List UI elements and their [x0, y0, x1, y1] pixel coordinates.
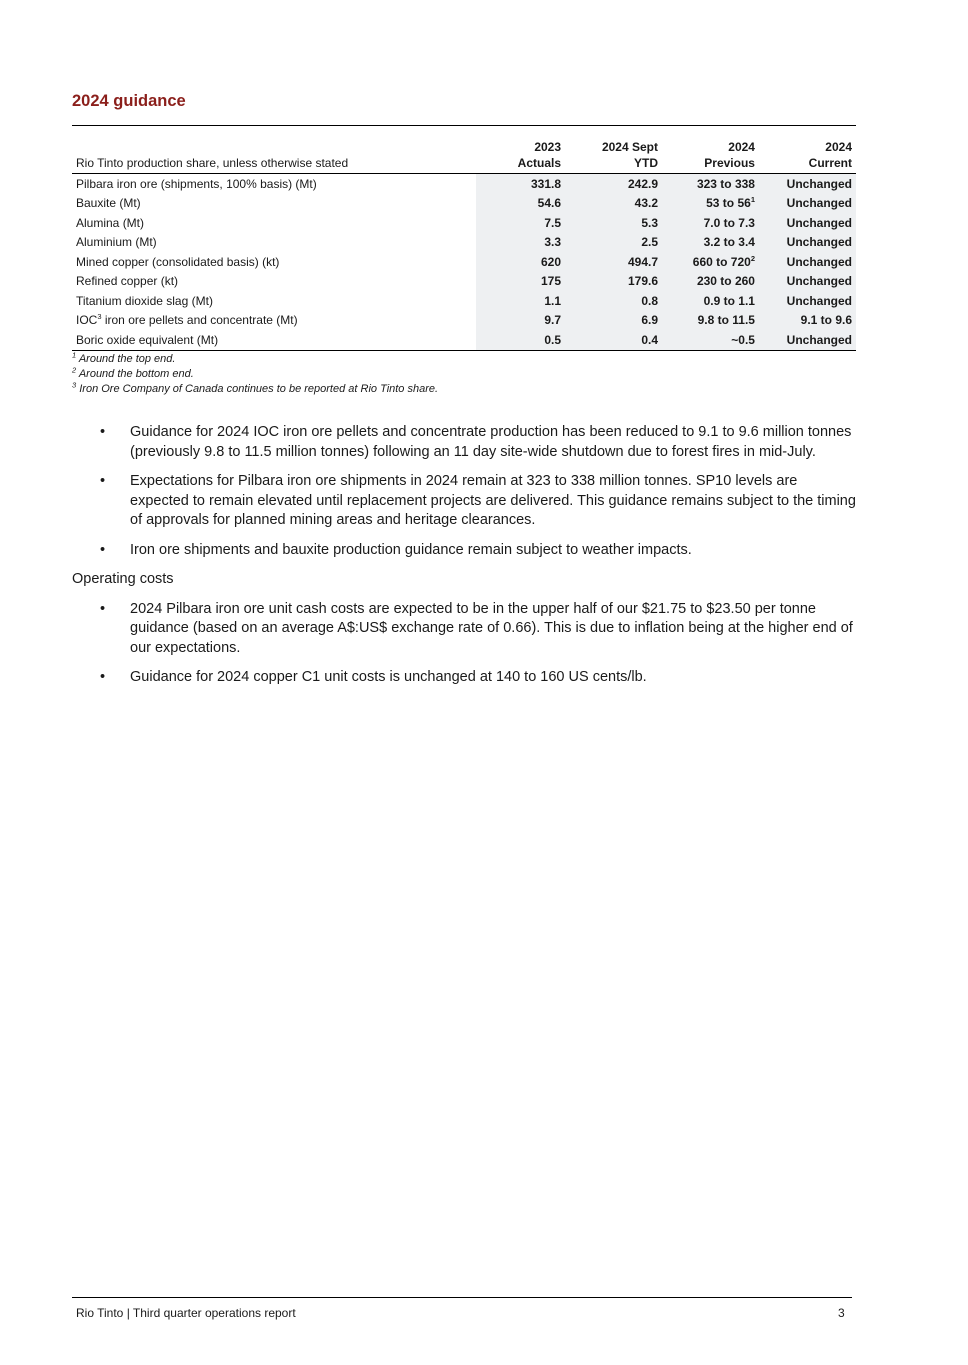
- cell-ytd: 0.8: [565, 291, 662, 311]
- cell-ytd: 179.6: [565, 272, 662, 292]
- cell-current: Unchanged: [759, 272, 856, 292]
- bullet-marker: •: [100, 424, 106, 440]
- table-row: [72, 272, 856, 292]
- footer-divider: [72, 1297, 852, 1298]
- guidance-table: [72, 125, 856, 351]
- footnote-ref: 1: [750, 195, 755, 205]
- cell-ytd: 6.9: [565, 311, 662, 331]
- header-2024-sept-ytd: 2024 Sept YTD: [565, 126, 662, 174]
- cell-actuals: 54.6: [476, 194, 565, 214]
- cell-current: Unchanged: [759, 213, 856, 233]
- row-label: Aluminium (Mt): [76, 235, 157, 250]
- bullet-marker: •: [100, 669, 106, 685]
- row-label: Titanium dioxide slag (Mt): [76, 293, 213, 308]
- bullet-item: • 2024 Pilbara iron ore unit cash costs are expected to be in the upper half of our $21.75 to $23.50 per tonne guidance (based on an average A$:US$ exchange rate of 0.66). This is due to inflation being at the higher end of our expectations.: [100, 600, 853, 656]
- cell-current: Unchanged: [759, 233, 856, 253]
- bullet-item: • Expectations for Pilbara iron ore shipments in 2024 remain at 323 to 338 million tonnes. SP10 levels are expected to remain elevated until replacement projects are delivered. This guidance remains subject to the timing of approvals for planned mining areas and heritage clearances.: [100, 473, 856, 528]
- cell-actuals: 331.8: [476, 174, 565, 194]
- cell-previous: 0.9 to 1.1: [662, 291, 759, 311]
- row-label: Pilbara iron ore (shipments, 100% basis) (Mt): [76, 176, 317, 191]
- cell-ytd: 43.2: [565, 194, 662, 214]
- cell-previous: 323 to 338: [662, 174, 759, 194]
- row-label: Alumina (Mt): [76, 215, 145, 230]
- row-label: IOC$^3$ iron ore pellets and concentrate (Mt): [76, 312, 298, 328]
- header-label: Rio Tinto production share, unless otherwise stated: [72, 126, 476, 174]
- bullet-marker: •: [100, 473, 106, 489]
- cell-actuals: 9.7: [476, 311, 565, 331]
- bullet-item: • Iron ore shipments and bauxite production guidance remain subject to weather impacts.: [72, 541, 858, 561]
- cell-actuals: 7.5: [476, 213, 565, 233]
- table-row: [72, 174, 856, 194]
- footnote-ref: 3: [97, 312, 102, 322]
- row-label: Boric oxide equivalent (Mt): [72, 330, 476, 350]
- table-row: [72, 291, 856, 311]
- cell-actuals: 1.1: [476, 291, 565, 311]
- bullet-item: • Guidance for 2024 copper C1 unit costs is unchanged at 140 to 160 US cents/lb.: [72, 668, 858, 688]
- cell-previous: 230 to 260: [662, 272, 759, 292]
- cell-previous: 53 to $56^1$: [662, 194, 759, 214]
- footnotes: [72, 352, 438, 397]
- footnote: $^3$ Iron Ore Company of Canada continues to be reported at Rio Tinto share.: [72, 380, 439, 395]
- cell-actuals: 0.5: [476, 330, 565, 350]
- footer-text: Rio Tinto | Third quarter operations report: [76, 1306, 296, 1320]
- cell-ytd: 0.4: [565, 330, 662, 350]
- footnote-ref: 2: [750, 253, 755, 263]
- cell-current: Unchanged: [759, 291, 856, 311]
- bullet-marker: •: [100, 541, 106, 558]
- row-label: Refined copper (kt): [76, 274, 179, 289]
- table-row: [72, 311, 856, 331]
- cell-ytd: 5.3: [565, 213, 662, 233]
- cell-previous: 7.0 to 7.3: [662, 213, 759, 233]
- row-label: Bauxite (Mt): [76, 196, 141, 211]
- row-label: Mined copper (consolidated basis) (kt): [76, 254, 280, 269]
- subheading-operating-costs: Operating costs: [72, 571, 174, 587]
- table-header-row: [72, 126, 856, 174]
- cell-previous: 3.2 to 3.4: [662, 233, 759, 253]
- cell-current: Unchanged: [759, 194, 856, 214]
- header-2024-previous: 2024 Previous: [662, 126, 759, 174]
- cell-previous: ~0.5: [662, 330, 759, 350]
- cell-current: Unchanged: [759, 330, 856, 350]
- cell-current: 9.1 to 9.6: [759, 311, 856, 331]
- commentary: [72, 423, 858, 698]
- cell-previous: 9.8 to 11.5: [662, 311, 759, 331]
- footnote: $^2$ Around the bottom end.: [72, 365, 194, 380]
- cell-actuals: 3.3: [476, 233, 565, 253]
- table-row: [72, 194, 856, 214]
- table-row: [72, 330, 856, 350]
- table-row: [72, 233, 856, 253]
- cell-ytd: 242.9: [565, 174, 662, 194]
- bullet-marker: •: [100, 600, 106, 617]
- cell-ytd: 494.7: [565, 252, 662, 272]
- cell-current: Unchanged: [759, 252, 856, 272]
- cell-ytd: 2.5: [565, 233, 662, 253]
- bullet-item: • Guidance for 2024 IOC iron ore pellets and concentrate production has been reduced to 9.1 to 9.6 million tonnes (previously 9.8 to 11.5 million tonnes) following an 11 day site-wide shutdown due to forest fires in mid-July.: [100, 424, 852, 460]
- table-row: [72, 252, 856, 272]
- header-2023-actuals: 2023 Actuals: [476, 126, 565, 174]
- page-number: 3: [838, 1306, 845, 1320]
- footnote: $^1$ Around the top end.: [72, 350, 176, 365]
- cell-actuals: 620: [476, 252, 565, 272]
- cell-actuals: 175: [476, 272, 565, 292]
- cell-current: Unchanged: [759, 174, 856, 194]
- page-title: 2024 guidance: [72, 92, 186, 110]
- table-row: [72, 213, 856, 233]
- header-2024-current: 2024 Current: [759, 126, 856, 174]
- cell-previous: 660 to $720^2$: [662, 252, 759, 272]
